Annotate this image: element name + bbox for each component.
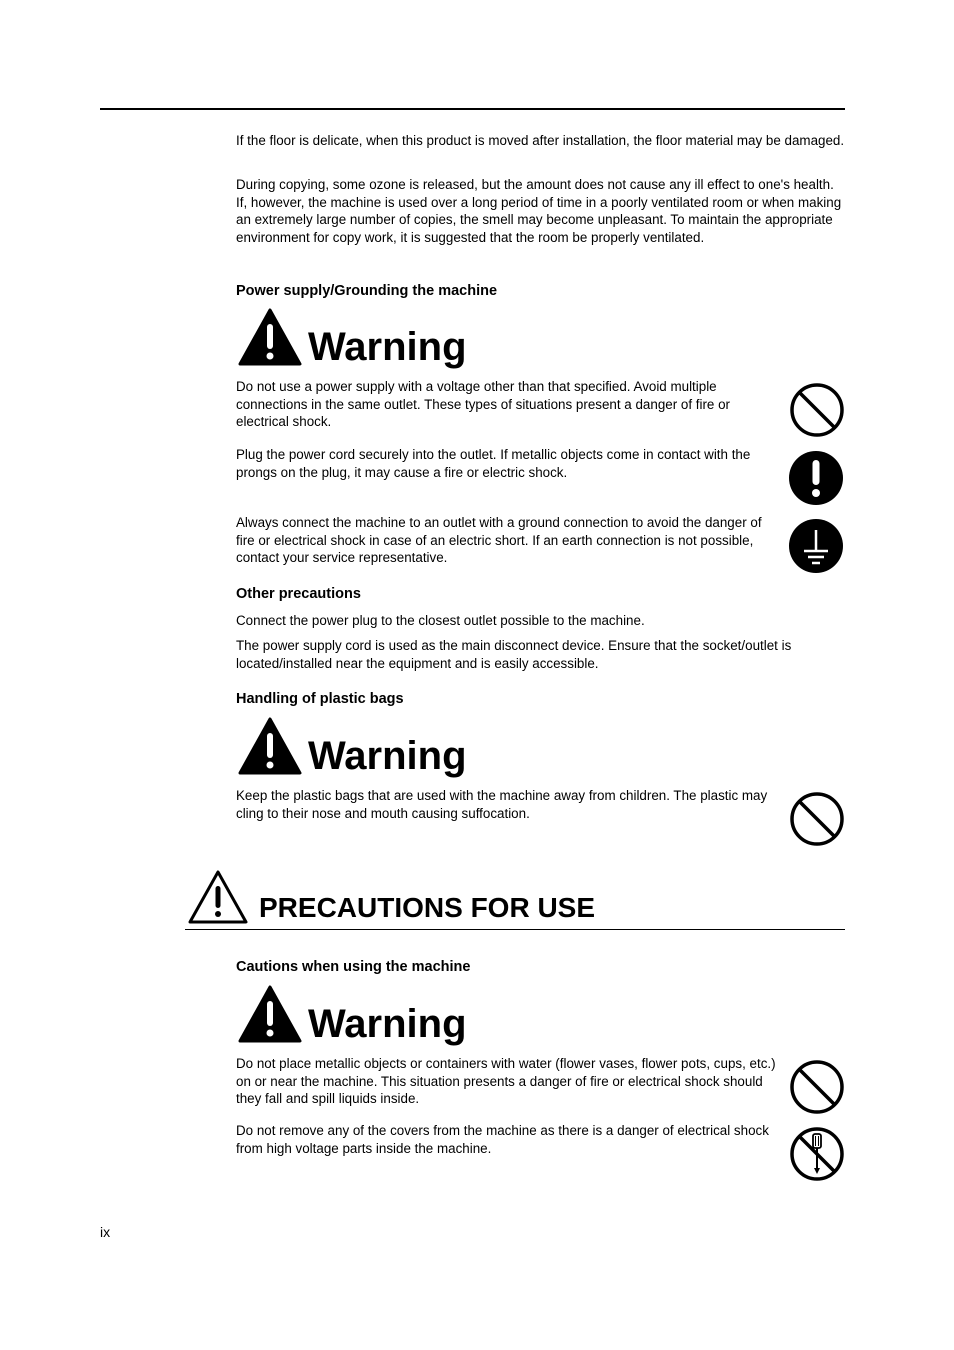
cautions-item-2: Do not remove any of the covers from the machine as there is a danger of electrical shock from high voltage parts inside the machine. xyxy=(236,1123,769,1156)
intro-paragraph-2: During copying, some ozone is released, but the amount does not cause any ill effect to one's health. If, however, the machine is used over a long period of time in a poorly ventilated room or when making an extremely large number of copies, the smell may become unpleasant. To maintain the appropriate environment for copy work, it is suggested that the room be properly ventilated. xyxy=(236,177,842,245)
cautions-item-1: Do not place metallic objects or containers with water (flower vases, flower pots, cups, etc.) on or near the machine. This situation presents a danger of fire or electrical shock should they fall and spill liquids inside. xyxy=(236,1056,776,1107)
prohibited-icon xyxy=(789,1059,845,1115)
other-paragraph-1: Connect the power plug to the closest outlet possible to the machine. xyxy=(236,613,645,628)
section-title: PRECAUTIONS FOR USE xyxy=(259,892,596,923)
section-rule xyxy=(185,929,845,930)
warning-triangle-icon xyxy=(238,717,302,775)
warning-label: Warning xyxy=(308,1002,467,1046)
page-number: ix xyxy=(100,1224,111,1240)
warning-label: Warning xyxy=(308,325,467,369)
power-item-2: Plug the power cord securely into the outlet. If metallic objects come in contact with the prongs on the plug, it may cause a fire or electric shock. xyxy=(236,447,751,480)
prohibited-icon xyxy=(789,791,845,847)
warning-triangle-icon xyxy=(238,985,302,1043)
warning-label: Warning xyxy=(308,734,467,778)
plastic-heading: Handling of plastic bags xyxy=(236,691,404,707)
no-disassembly-icon xyxy=(789,1126,845,1182)
other-heading: Other precautions xyxy=(236,586,361,602)
warning-triangle-icon xyxy=(238,308,302,366)
power-heading: Power supply/Grounding the machine xyxy=(236,283,498,299)
plastic-item-1: Keep the plastic bags that are used with the machine away from children. The plastic may cling to their nose and mouth causing suffocation. xyxy=(236,788,768,821)
power-item-1: Do not use a power supply with a voltage other than that specified. Avoid multiple connections in the same outlet. These types of situations present a danger of fire or electrical shock. xyxy=(236,379,731,430)
cautions-heading: Cautions when using the machine xyxy=(236,959,471,975)
power-item-3: Always connect the machine to an outlet with a ground connection to avoid the danger of fire or electrical shock in case of an electric short. If an earth connection is not possible, contact your service representative. xyxy=(236,515,762,566)
intro-paragraph-1: If the floor is delicate, when this product is moved after installation, the floor material may be damaged. xyxy=(236,133,845,148)
caution-outline-triangle-icon xyxy=(187,869,249,925)
ground-connection-icon xyxy=(788,518,844,574)
other-paragraph-2: The power supply cord is used as the main disconnect device. Ensure that the socket/outlet is located/installed near the equipment and is easily accessible. xyxy=(236,638,792,671)
mandatory-action-icon xyxy=(788,450,844,506)
header-rule xyxy=(100,108,845,110)
prohibited-icon xyxy=(789,382,845,438)
